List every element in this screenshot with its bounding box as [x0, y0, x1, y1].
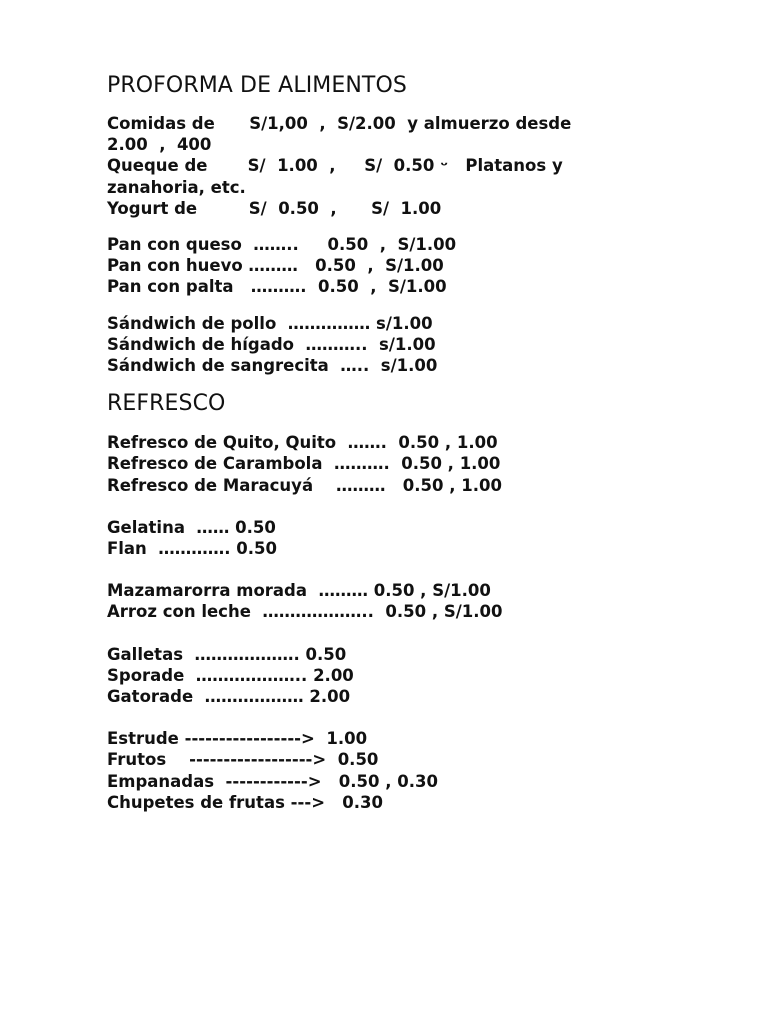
meals-line: Comidas de S/1,00 , S/2.00 y almuerzo desde	[107, 114, 572, 133]
list-item: Flan …………. 0.50	[107, 539, 278, 559]
list-item: Gatorade ……………… 2.00	[107, 687, 351, 707]
list-item: Arroz con leche ……………….. 0.50 , S/1.00	[107, 602, 503, 622]
list-item: Pan con queso …….. 0.50 , S/1.00	[107, 235, 457, 255]
list-item: Empanadas ------------> 0.50 , 0.30	[107, 771, 438, 791]
sandwich-section	[107, 313, 707, 377]
list-item: Refresco de Carambola ………. 0.50 , 1.00	[107, 454, 501, 474]
meals-line: 2.00 , 400	[107, 135, 212, 155]
cake-line: Queque de S/ 1.00 , S/ 0.50 ᵕ Platanos y	[107, 156, 563, 176]
yogurt-line: Yogurt de S/ 0.50 , S/ 1.00	[107, 198, 442, 218]
list-item: Chupetes de frutas ---> 0.30	[107, 792, 383, 812]
list-item: Gelatina …… 0.50	[107, 517, 276, 537]
list-item: Estrude -----------------> 1.00	[107, 729, 368, 749]
list-item: Frutos ------------------> 0.50	[107, 750, 379, 770]
list-item: Mazamarorra morada ……… 0.50 , S/1.00	[107, 581, 491, 601]
list-item: Pan con palta ………. 0.50 , S/1.00	[107, 277, 447, 297]
document-page	[107, 72, 707, 813]
list-item: Refresco de Quito, Quito ……. 0.50 , 1.00	[107, 433, 498, 453]
cake-line: zanahoria, etc.	[107, 177, 246, 197]
list-item: Sándwich de sangrecita ….. s/1.00	[107, 356, 438, 376]
meals-section	[107, 113, 707, 219]
puddings-section	[107, 580, 707, 622]
document-title: PROFORMA DE ALIMENTOS	[107, 73, 407, 98]
list-item: Sándwich de hígado ……….. s/1.00	[107, 334, 436, 354]
desserts-section	[107, 517, 707, 559]
extras-section	[107, 728, 707, 813]
drinks-section	[107, 432, 707, 496]
list-item: Refresco de Maracuyá ……… 0.50 , 1.00	[107, 475, 502, 495]
bread-section	[107, 234, 707, 298]
list-item: Sándwich de pollo …………… s/1.00	[107, 313, 433, 333]
list-item: Sporade ……………….. 2.00	[107, 665, 354, 685]
section-heading-refresco: REFRESCO	[107, 391, 226, 417]
list-item: Galletas ………………. 0.50	[107, 644, 347, 664]
list-item: Pan con huevo ……… 0.50 , S/1.00	[107, 256, 444, 276]
snacks-section	[107, 644, 707, 708]
